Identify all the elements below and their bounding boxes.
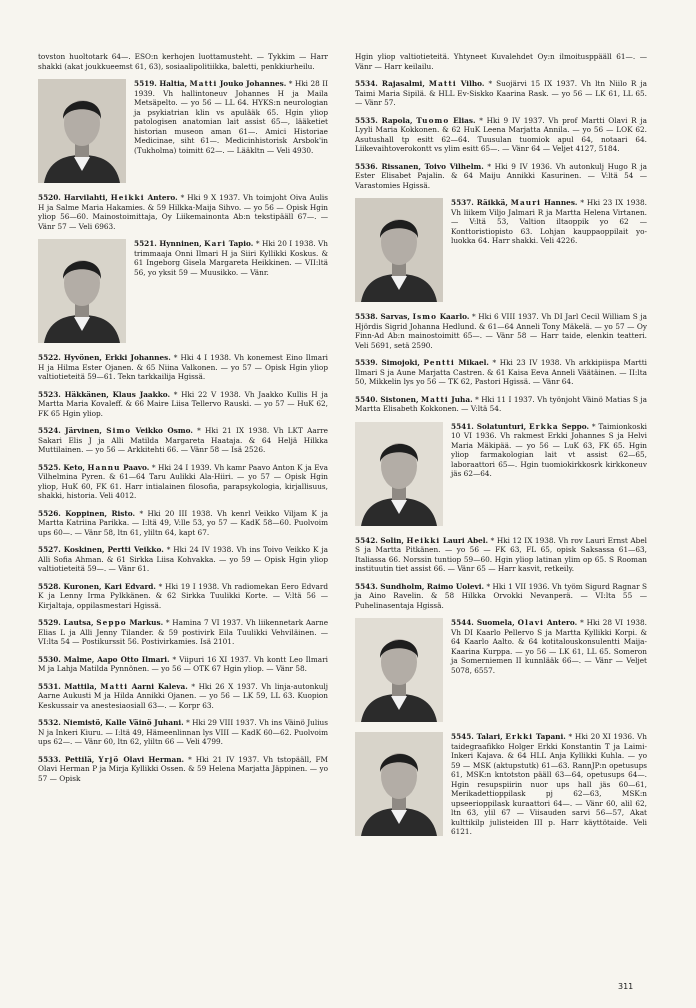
entry-other-names: Seppo. bbox=[561, 421, 589, 431]
entry-number: 5544. bbox=[451, 618, 474, 627]
entry-number: 5531. bbox=[38, 681, 61, 691]
entry-body: * Hki 9 IV 1936. Vh autonkulj Hugo R ja Ester Elisabet Pajalin. & 64 Maiju Annikki Kasurinen. — V:ltä 54 — Varastomies Hgissä. bbox=[355, 161, 647, 190]
entry-other-names: Tapio. bbox=[228, 239, 254, 248]
entry-other-names: Toivo Vilhelm. bbox=[424, 161, 484, 171]
portrait-photo-icon bbox=[355, 198, 443, 302]
entry-given-name: Heikki bbox=[110, 193, 145, 202]
entry-surname: Rissanen, bbox=[381, 161, 422, 171]
entry-given-name: Matti bbox=[100, 681, 129, 691]
entry-other-names: Kalle Väinö Juhani. bbox=[105, 718, 184, 727]
entry-text bbox=[38, 193, 328, 231]
entry-surname: Räikkä, bbox=[476, 198, 508, 207]
entry-surname: Pettilä, bbox=[64, 754, 95, 764]
entry-body: * Hki 22 V 1938. Vh Jaakko Kullis H ja Martta Maria Kovaleff. & 66 Maire Liisa Tellervo Rauski. — yo 57 — HuK 62, FK 65 Hgin yliop. bbox=[38, 389, 328, 418]
entry-given-name: Tuomo bbox=[416, 115, 450, 125]
entry-body: Hgin yliop valtiotieteitä. Yhtyneet Kuvalehdet Oy:n ilmoitusppääll 61—. — Vänr — Harr keilailu. bbox=[355, 52, 647, 71]
entry-surname: Niemistö, bbox=[63, 718, 103, 727]
entry-text bbox=[38, 426, 328, 455]
entry-other-names: Aapo Otto Ilmari. bbox=[97, 654, 170, 664]
portrait-photo bbox=[355, 198, 443, 302]
entry-body: * Hki 20 III 1938. Vh kenrl Veikko Viljam K ja Martta Katriina Parikka. — I:ltä 49, V:lle 53, yo 57 — KadK 58—60. Puolvoim ups 60—. — Vänr 58, ltn 61, yliltn 64, kapt 67. bbox=[38, 508, 328, 537]
entry-text bbox=[355, 536, 647, 574]
entry-other-names: Kari Edvard. bbox=[104, 581, 156, 591]
entry-body: * Hki 20 I 1938. Vh trimmaaja Onni Ilmari H ja Siiri Kyllikki Koskus. & 61 Ingeborg Gisela Margareta Heikkinen. — VII:ltä 56, yo yksit 59 — Muusikko. — Vänr. bbox=[134, 239, 328, 277]
entry-surname: Kuronen, bbox=[63, 581, 102, 591]
portrait-photo-icon bbox=[38, 79, 126, 183]
entry-text bbox=[355, 52, 647, 71]
entry-body: * Hki 23 IV 1938. Vh arkkipiispa Martti Ilmari S ja Aune Marjatta Castren. & 61 Kaisa Eeva Anneli Väätäinen. — II:lta 50, Mikkelin lys yo 56 — TK 62, Pastori Hgissä. — Vänr 64. bbox=[355, 358, 647, 386]
entry-text bbox=[355, 312, 647, 350]
right-column bbox=[355, 52, 647, 846]
entry-text bbox=[355, 582, 647, 611]
entry-given-name: Hannu bbox=[87, 462, 121, 472]
entry-given-name: Matti bbox=[189, 79, 218, 88]
entry-surname: Suomela, bbox=[476, 618, 515, 627]
entry-surname: Sistonen, bbox=[380, 394, 419, 404]
biography-entry bbox=[355, 358, 647, 387]
entry-number: 5534. bbox=[355, 79, 378, 88]
entry-number: 5538. bbox=[355, 312, 378, 321]
portrait-photo-icon bbox=[355, 732, 443, 836]
entry-number: 5520. bbox=[38, 193, 61, 202]
biography-entry bbox=[355, 536, 647, 574]
biography-entry bbox=[38, 582, 328, 611]
entry-other-names: Risto. bbox=[111, 508, 136, 518]
portrait-photo bbox=[38, 239, 126, 343]
entry-given-name: Yrjö bbox=[98, 754, 120, 764]
entry-number: 5523. bbox=[38, 389, 61, 399]
entry-body: * Hki 1 VII 1936. Vh työm Sigurd Ragnar S ja Aino Ravelin. & 58 Hilkka Orvokki Nevanperä. — VI:lta 55 — Puhelinasentaja Hgissä. bbox=[355, 581, 647, 610]
entry-other-names: Jouko Johannes. bbox=[219, 79, 287, 88]
biography-entry bbox=[38, 193, 328, 231]
entry-surname: Sundholm, bbox=[380, 581, 425, 591]
entry-surname: Simojoki, bbox=[381, 358, 420, 367]
entry-body: * Hki 21 IX 1938. Vh LKT Aarre Sakari Elis J ja Alli Matilda Margareta Haataja. & 64 Heljä Hilkka Muttilainen. — yo 56 — Arkkitehti 66. — Vänr 58 — Isä 2526. bbox=[38, 426, 328, 454]
entry-number: 5533. bbox=[38, 754, 61, 764]
page-number: 311 bbox=[618, 982, 634, 991]
entry-body: * Hki 11 I 1937. Vh työnjoht Väinö Matias S ja Martta Elisabeth Kokkonen. — V:ltä 54. bbox=[355, 394, 648, 413]
biography-entry bbox=[38, 463, 328, 501]
entry-other-names: Vilho. bbox=[460, 79, 485, 88]
entry-text bbox=[38, 755, 328, 784]
entry-given-name: Kari bbox=[204, 239, 227, 248]
entry-body: * Hki 6 VIII 1937. Vh DI Jarl Cecil William S ja Hjördis Sigrid Johanna Hedlund. & 61—64 Anneli Tony Mäkelä. — yo 57 — Oy Finn-Ad Ab:n mainostoimitt 65—. — Vänr 58 — Harr taide, elenkin teatteri. Veli 5691, setä 2590. bbox=[355, 312, 648, 350]
entry-other-names: Paavo. bbox=[123, 462, 150, 472]
entry-number: 5526. bbox=[38, 508, 61, 518]
entry-number: 5539. bbox=[355, 358, 378, 367]
entry-number: 5527. bbox=[38, 545, 61, 554]
entry-surname: Harvilahti, bbox=[63, 193, 108, 202]
entry-number: 5542. bbox=[355, 535, 378, 545]
entry-other-names: Aarni Kaleva. bbox=[131, 681, 188, 691]
portrait-photo-icon bbox=[38, 239, 126, 343]
entry-other-names: Elias. bbox=[453, 115, 476, 125]
entry-given-name: Seppo bbox=[96, 618, 127, 627]
portrait-photo bbox=[355, 618, 443, 722]
entry-body: * Hki 28 II 1939. Vh hallintoneuv Johannes H ja Maila Metsäpelto. — yo 56 — LL 64. HYKS:n neurologian ja psykiatrian klin vs apulääk 65. Hgin yliop patologisen anatomian lait assist 65—, lääketiet historian museon aman 61—. Amici Historiae Medicinae, siht 61—. Medicinhistorisk Arsbok'in (Tukholma) toimitt 62—. — Lääkltn — Veli 4930. bbox=[134, 79, 328, 155]
entry-number: 5524. bbox=[38, 426, 61, 435]
entry-surname: Lautsa, bbox=[63, 618, 94, 627]
entry-other-names: Mikael. bbox=[458, 358, 489, 367]
entry-other-names: Markus. bbox=[129, 618, 164, 627]
biography-entry bbox=[38, 353, 328, 382]
entry-body: * Hki 28 VI 1938. Vh DI Kaarlo Pellervo S ja Martta Kyllikki Korpi. & 64 Kaarlo Aalto. & 64 kotitalouskonsulentti Maija-Kaarina Kurppa. — yo 56 — LK 61, LL 65. Someron ja Somerniemen II kunnlääk 66—. — Vänr — Veljet 5078, 6557. bbox=[451, 618, 647, 675]
biography-entry bbox=[355, 395, 647, 414]
biography-entry bbox=[38, 682, 328, 711]
entry-body: * Taimionkoski 10 VI 1936. Vh rakmest Erkki Johannes S ja Helvi Maria Mäkipää. — yo 56 — LuK 63, FK 65. Hgin yliop farmakologian lait vt assist 62—65, laboraattori 65—. Hgin tuomiokirkkosrk kirkkoneuv jäs 62—64. bbox=[451, 421, 647, 478]
entry-surname: Solatunturi, bbox=[476, 421, 527, 431]
entry-text bbox=[355, 79, 647, 108]
entry-surname: Rajasalmi, bbox=[381, 79, 425, 88]
biography-entry bbox=[38, 390, 328, 419]
entry-number: 5519. bbox=[134, 79, 157, 88]
entry-body: * Viipuri 16 XI 1937. Vh kontt Leo Ilmari M ja Lahja Matilda Pynnönen. — yo 56 — OTK 67 Hgin yliop. — Vänr 58. bbox=[38, 654, 328, 673]
entry-text bbox=[38, 509, 328, 538]
entry-text bbox=[355, 162, 647, 191]
entry-given-name: Mauri bbox=[510, 198, 542, 207]
entry-number: 5532. bbox=[38, 718, 61, 727]
entry-surname: Koskinen, bbox=[63, 545, 105, 554]
entry-number: 5529. bbox=[38, 618, 61, 627]
entry-other-names: Raimo Uolevi. bbox=[426, 581, 485, 591]
entry-number: 5541. bbox=[451, 421, 474, 431]
left-column bbox=[38, 52, 328, 791]
portrait-photo-icon bbox=[355, 618, 443, 722]
entry-text bbox=[38, 390, 328, 419]
entry-body: * Hki 20 XI 1936. Vh taidegraafikko Holger Erkki Konstantin T ja Laimi-Inkeri Kajava. & 64 HLL Anja Kyllikki Kuhla. — yo 59 — MSK (aktupstutk) 61—63. RannJP:n opetusups 61, MSK:n kntotston pääll 63—64, opetusups 64—. Hgin resupspiirin nuor ups hall jäs 60—61, Merikadettioppilask pj 62—63, MSK:n upseerioppilask kuraattori 64—. — Vänr 60, alil 62, ltn 63, ylil 67 — Viisauden sarvi 56—57, Akat kulttikilp julisteiden III p. Harr käyttötaide. Veli 6121. bbox=[451, 732, 647, 836]
entry-body: * Hki 21 IV 1937. Vh tstopääll, FM Olavi Herman P ja Mirja Kyllikki Ossen. & 59 Helena Marjatta Jäppinen. — yo 57 — Opisk bbox=[38, 754, 328, 783]
biography-entry bbox=[38, 655, 328, 674]
entry-surname: Talari, bbox=[476, 732, 503, 741]
entry-number: 5525. bbox=[38, 462, 61, 472]
entry-surname: Rapola, bbox=[381, 115, 413, 125]
entry-number: 5545. bbox=[451, 732, 474, 741]
entry-text bbox=[38, 463, 328, 501]
entry-surname: Keto, bbox=[63, 462, 85, 472]
entry-given-name: Erkki bbox=[505, 732, 534, 741]
biography-entry-with-photo bbox=[38, 79, 328, 185]
biography-entry bbox=[355, 312, 647, 350]
entry-body: tovston huoltotark 64—. ESO:n kerhojen luottamusteht. — Tykkim — Harr shakki (akat joukkueemst 61, 63), sosiaalipolitiikka, baletti, penkkiurheilu. bbox=[38, 52, 328, 71]
portrait-photo-icon bbox=[355, 422, 443, 526]
entry-surname: Sarvas, bbox=[380, 312, 410, 321]
entry-given-name: Matti bbox=[428, 79, 457, 88]
entry-surname: Häkkänen, bbox=[64, 389, 109, 399]
biography-entry bbox=[38, 618, 328, 647]
entry-number: 5528. bbox=[38, 581, 61, 591]
entry-surname: Malme, bbox=[63, 654, 95, 664]
entry-body: * Hki 9 X 1937. Vh toimjoht Oiva Aulis H ja Salme Maria Hakamies. & 59 Hilkka-Maija Sihvo. — yo 56 — Opisk Hgin yliop 56—60. Mainostoimittaja, Oy Liikemainonta Ab:n tekstipääll 67—. — Vänr 57 — Veli 6963. bbox=[38, 193, 328, 231]
entry-given-name: Ismo bbox=[412, 312, 438, 321]
entry-text bbox=[38, 655, 328, 674]
biography-entry bbox=[38, 509, 328, 538]
biography-entry-with-photo bbox=[355, 422, 647, 528]
entry-given-name: Olavi bbox=[517, 618, 545, 627]
portrait-photo bbox=[355, 732, 443, 836]
entry-text bbox=[355, 116, 647, 154]
entry-other-names: Juha. bbox=[451, 394, 473, 404]
entry-other-names: Lauri Abel. bbox=[442, 535, 489, 545]
entry-body: * Hki 9 IV 1937. Vh prof Martti Olavi R ja Lyyli Maria Kokkonen. & 62 HuK Leena Marjatta Annila. — yo 56 — LOK 62. Asutushall tp esitt 62—64. Tuusulan tuomiok apul 64, notaari 64. Liikevaihtoverokontt vs ylim esitt 65—. — Vänr 64 — Veljet 4127, 5184. bbox=[355, 115, 647, 153]
entry-body: * Hki 24 I 1939. Vh kamr Paavo Anton K ja Eva Vilhelmina Pyren. & 61—64 Taru Aulikki Ala-Hiiri. — yo 57 — Opisk Hgin yliop, HuK 60, FK 61. Harr intialainen filosofia, parapsykologia, kirjallisuus, shakki, historia. Veli 4012. bbox=[38, 462, 329, 500]
biography-entry bbox=[355, 116, 647, 154]
entry-body: * Hki 19 I 1938. Vh radiomekan Eero Edvard K ja Lenny Irma Pylkkänen. & 62 Sirkka Tuulikki Korte. — V:ltä 56 — Kirjaltaja, oppilasmestari Hgissä. bbox=[38, 581, 328, 610]
entry-number: 5537. bbox=[451, 198, 474, 207]
entry-body: * Hki 23 IX 1938. Vh liikem Viljo Jalmari R ja Martta Helena Virtanen. — V:ltä 53, Valtion iltaoppik yo 62 — Konttoristiopisto 63. Lohjan kauppaoppilait yo-luokka 64. Harr shakki. Veli 4226. bbox=[451, 198, 647, 245]
entry-number: 5521. bbox=[134, 239, 157, 248]
biography-entry bbox=[38, 718, 328, 747]
entry-other-names: Klaus Jaakko. bbox=[112, 389, 171, 399]
entry-other-names: Hannes. bbox=[543, 198, 578, 207]
entry-surname: Solin, bbox=[380, 535, 404, 545]
entry-number: 5536. bbox=[355, 161, 378, 171]
entry-number: 5543. bbox=[355, 581, 378, 591]
biography-entry bbox=[355, 582, 647, 611]
entry-text bbox=[38, 682, 328, 711]
biography-entry-with-photo bbox=[355, 198, 647, 304]
entry-text bbox=[38, 545, 328, 574]
portrait-photo bbox=[355, 422, 443, 526]
biography-entry bbox=[355, 79, 647, 108]
entry-given-name: Pentti bbox=[423, 358, 455, 367]
biography-entry-with-photo bbox=[38, 239, 328, 345]
entry-other-names: Antero. bbox=[547, 618, 578, 627]
entry-body: * Hki 12 IX 1938. Vh rov Lauri Ernst Abel S ja Martta Pitkänen. — yo 56 — FK 63, FL 65, opisk Saksassa 61—63, Italiassa 66. Norssin tuntiop 59—60. Hgin yliop latinan ylim op 65. S Rooman instituutin tiet assist 66. — Vänr 65 — Harr kasvit, retkeily. bbox=[355, 535, 647, 573]
entry-other-names: Kaarlo. bbox=[439, 312, 470, 321]
entry-text bbox=[38, 718, 328, 747]
entry-body: * Hamina 7 VI 1937. Vh liikennetark Aarne Elias L ja Alli Jenny Tilander. & 59 postivirk Eila Tuulikki Vehviläinen. — VI:lta 54 — Postikurssit 56. Postivirkamies. Isä 2101. bbox=[38, 618, 329, 646]
entry-surname: Hynninen, bbox=[159, 239, 202, 248]
biography-entry-with-photo bbox=[355, 618, 647, 724]
biography-entry bbox=[355, 162, 647, 191]
entry-text bbox=[38, 618, 328, 647]
entry-given-name: Erkka bbox=[529, 421, 559, 431]
entry-other-names: Pertti Veikko. bbox=[107, 545, 164, 554]
entry-other-names: Veikko Osmo. bbox=[135, 426, 193, 435]
entry-given-name: Heikki bbox=[406, 535, 441, 545]
entry-other-names: Olavi Herman. bbox=[123, 754, 185, 764]
entry-body: * Hki 24 IV 1938. Vh ins Toivo Veikko K ja Alli Sofia Ahman. & 61 Sirkka Liisa Kohvakka. — yo 59 — Opisk Hgin yliop valtiotieteitä 59—. — Vänr 61. bbox=[38, 545, 328, 573]
biography-entry bbox=[38, 426, 328, 455]
entry-text bbox=[355, 358, 647, 387]
entry-text bbox=[355, 395, 647, 414]
biography-entry bbox=[355, 52, 647, 71]
biography-entry bbox=[38, 545, 328, 574]
entry-number: 5522. bbox=[38, 353, 61, 362]
entry-surname: Koppinen, bbox=[65, 508, 108, 518]
entry-text bbox=[38, 353, 328, 382]
entry-other-names: Antero. bbox=[147, 193, 178, 202]
entry-other-names: Erkki Johannes. bbox=[104, 353, 171, 362]
entry-body: * Suojärvi 15 IX 1937. Vh ltn Niilo R ja Taimi Maria Sipilä. & HLL Ev-Siskko Kaarina Rask. — yo 56 — LK 61, LL 65. — Vänr 57. bbox=[355, 79, 648, 107]
entry-other-names: Tapani. bbox=[535, 732, 566, 741]
entry-body: * Hki 26 X 1937. Vh linja-autonkulj Aarne Aukusti M ja Hilda Annikki Ojanen. — yo 56 — LK 59, LL 63. Kuopion Keskussair va anestesiaosiall 63—. — Korpr 63. bbox=[38, 681, 329, 710]
entry-number: 5535. bbox=[355, 115, 378, 125]
entry-body: * Hki 4 I 1938. Vh konemest Eino Ilmari H ja Hilma Ester Ojanen. & 65 Niina Valkonen. — yo 57 — Opisk Hgin yliop valtiotieteitä 59—61. Tekn tarkkailija Hgissä. bbox=[38, 353, 328, 381]
entry-surname: Mattila, bbox=[64, 681, 97, 691]
entry-given-name: Simo bbox=[106, 426, 132, 435]
entry-given-name: Matti bbox=[420, 394, 449, 404]
entry-text bbox=[38, 582, 328, 611]
entry-surname: Järvinen, bbox=[65, 426, 102, 435]
portrait-photo bbox=[38, 79, 126, 183]
entry-number: 5540. bbox=[355, 394, 378, 404]
biography-entry bbox=[38, 52, 328, 71]
entry-body: * Hki 29 VIII 1937. Vh ins Väinö Julius N ja Inkeri Kiuru. — I:ltä 49, Hämeenlinnan lys VIII — KadK 60—62. Puolvoim ups 62—. — Vänr 60, ltn 62, yliltn 66 — Veli 4799. bbox=[38, 718, 328, 746]
entry-text bbox=[38, 52, 328, 71]
entry-number: 5530. bbox=[38, 654, 61, 664]
entry-surname: Hyvönen, bbox=[63, 353, 102, 362]
biography-entry bbox=[38, 755, 328, 784]
entry-surname: Haltia, bbox=[159, 79, 188, 88]
biography-entry-with-photo bbox=[355, 732, 647, 838]
